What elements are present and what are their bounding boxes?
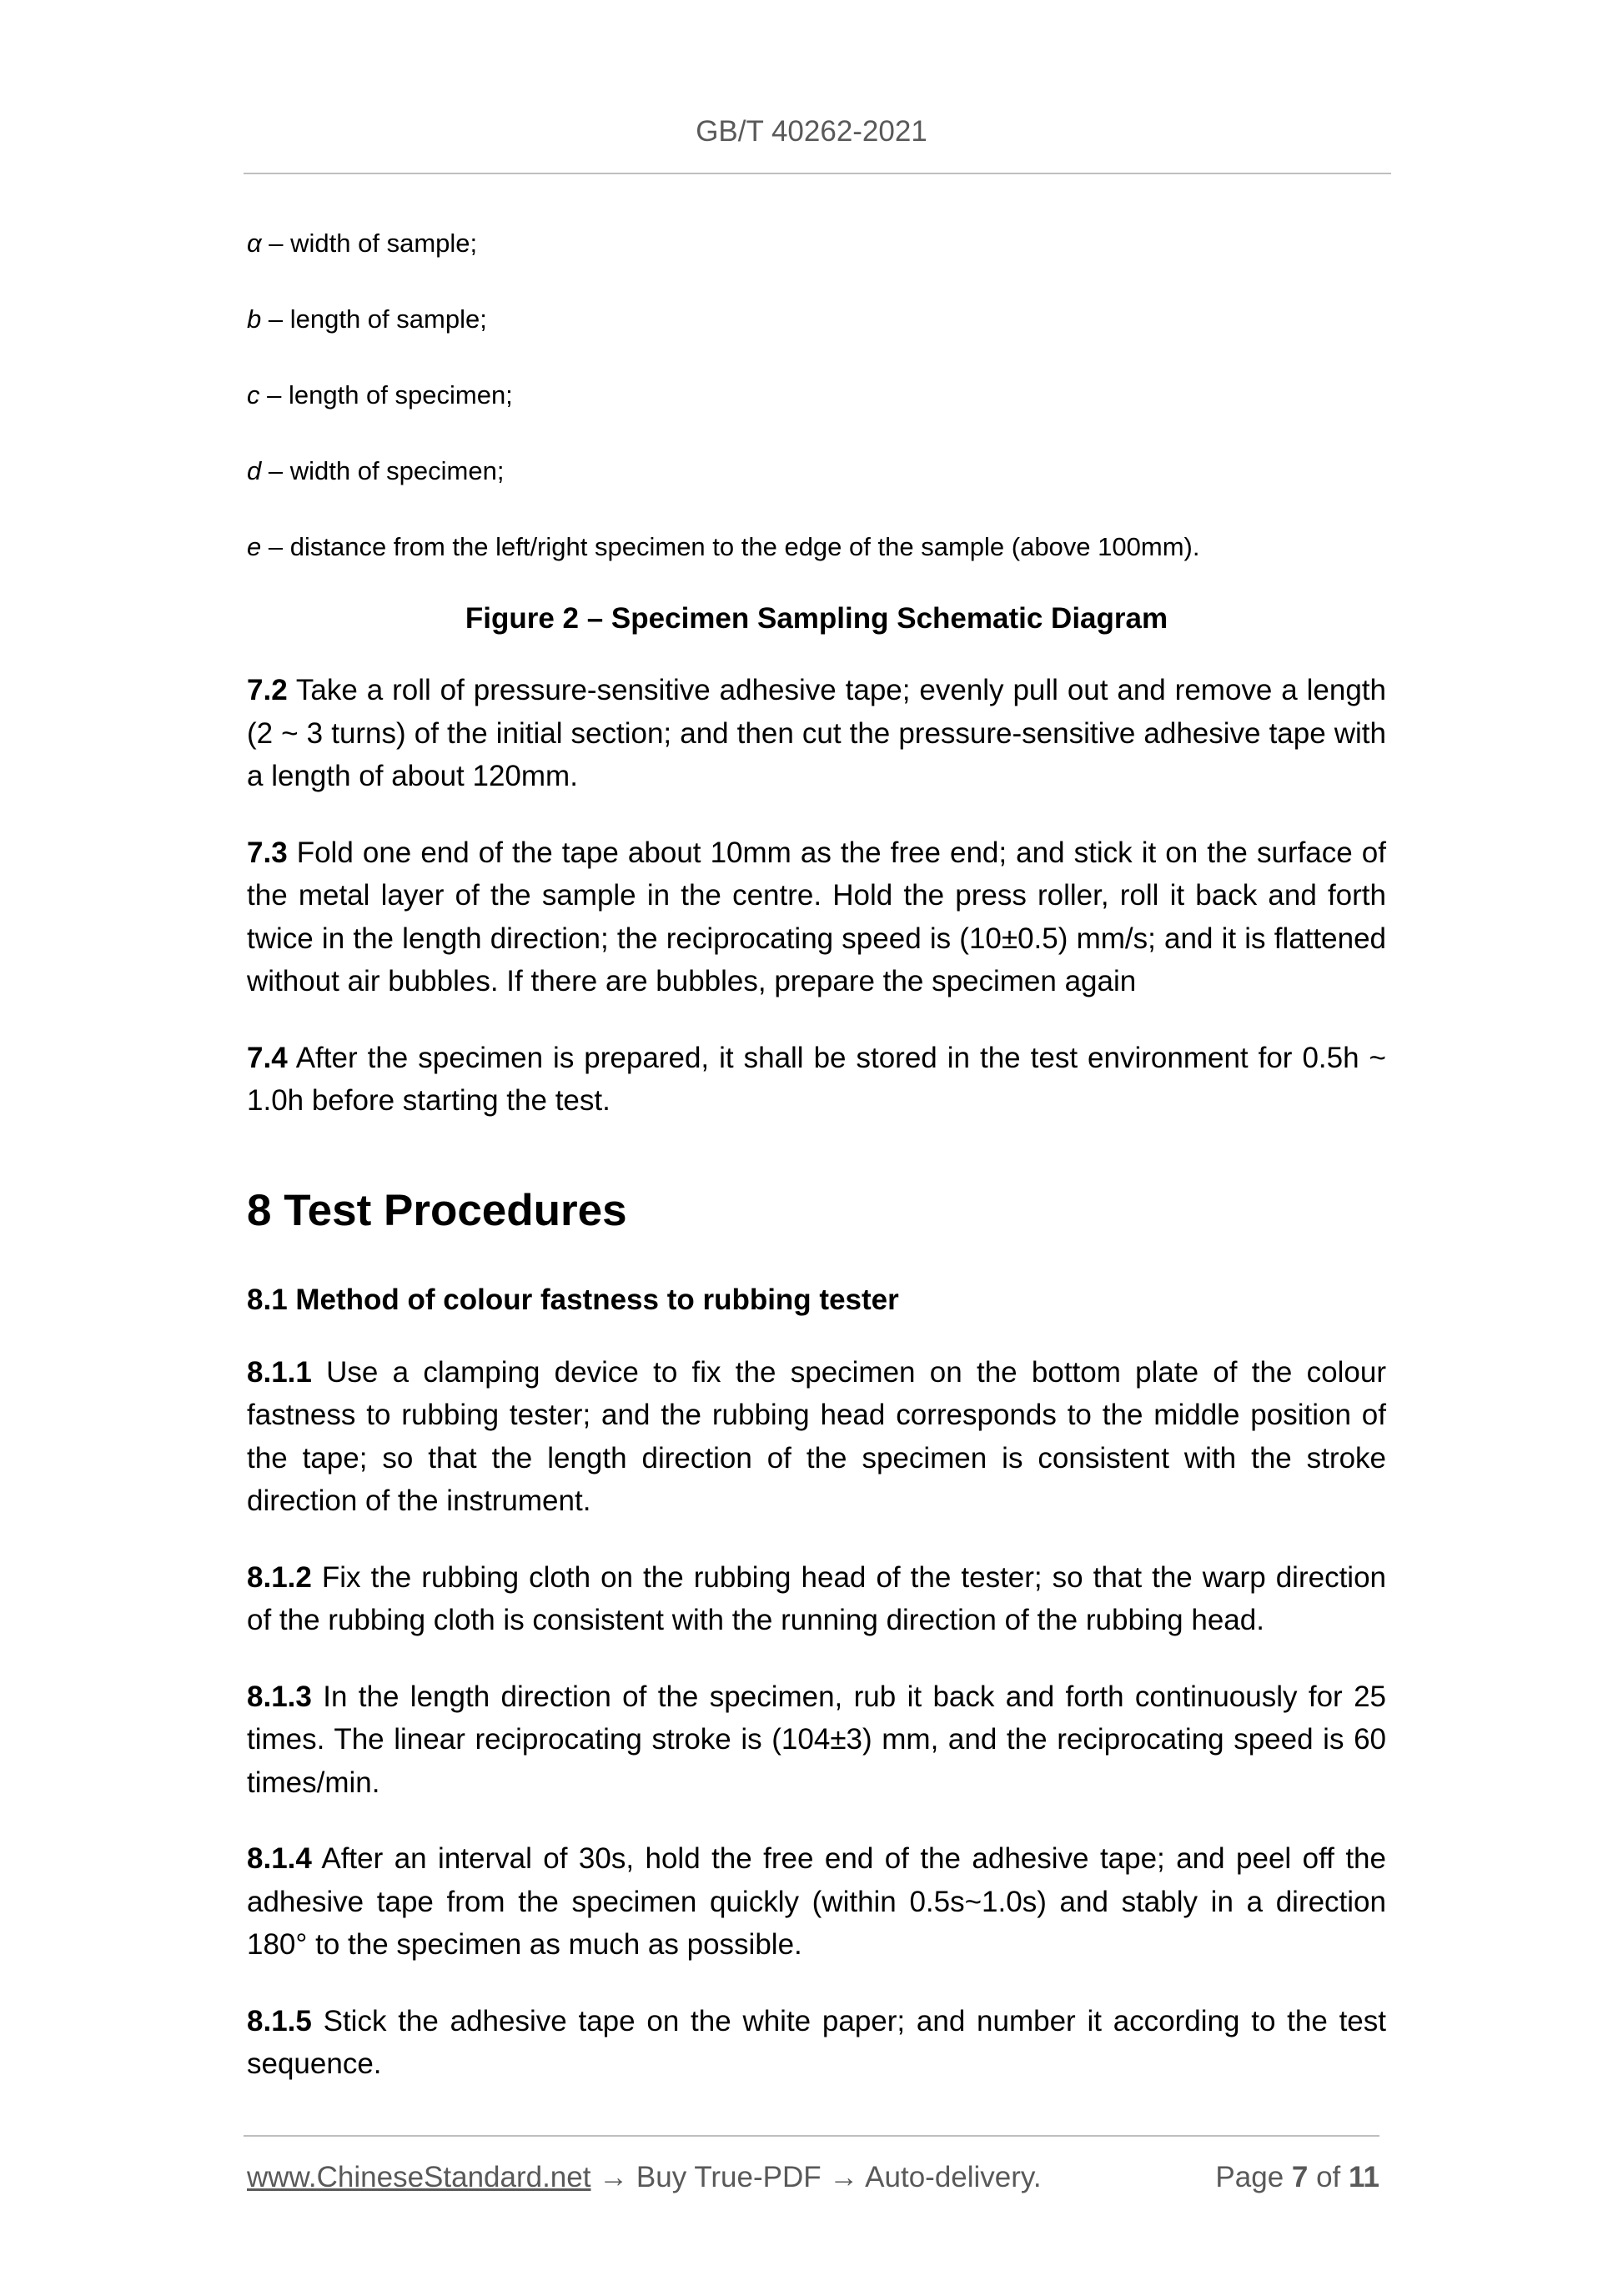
clause-number: 7.2 <box>247 674 288 706</box>
website-link[interactable]: www.ChineseStandard.net <box>247 2161 591 2193</box>
subsection-heading: 8.1 Method of colour fastness to rubbing tester <box>247 1283 899 1316</box>
clause-text: After the specimen is prepared, it shall be stored in the test environment for 0.5h ~ 1.0h before starting the test. <box>247 1041 1386 1117</box>
legend-text: – length of sample; <box>261 304 487 334</box>
clause-8-1-3 <box>247 1676 1386 1805</box>
legend-symbol: c <box>247 380 260 409</box>
page-total: 11 <box>1349 2161 1379 2193</box>
legend-text: – width of specimen; <box>261 456 505 485</box>
clause-7-3 <box>247 831 1386 1003</box>
page-content <box>247 225 1386 2119</box>
legend-item <box>247 377 1386 414</box>
clause-text: Take a roll of pressure-sensitive adhesive tape; evenly pull out and remove a length (2 ~ 3 turns) of the initial section; and then cut the pressure-sensitive adhesive tape with a length of about 120mm. <box>247 674 1386 792</box>
clause-7-2 <box>247 669 1386 798</box>
clause-7-4 <box>247 1037 1386 1123</box>
legend-item <box>247 529 1386 565</box>
page-header-doc-id: GB/T 40262-2021 <box>696 115 927 148</box>
clause-text: In the length direction of the specimen, rub it back and forth continuously for 25 times. The linear reciprocating stroke is (104±3) mm, and the reciprocating speed is 60 times/min. <box>247 1680 1386 1799</box>
clause-number: 8.1.4 <box>247 1842 312 1875</box>
clause-number: 8.1.5 <box>247 2004 312 2037</box>
clause-text: Fix the rubbing cloth on the rubbing head of the tester; so that the warp direction of the rubbing cloth is consistent with the running direction of the rubbing head. <box>247 1560 1386 1636</box>
clause-number: 8.1.1 <box>247 1355 312 1389</box>
legend-text: – width of sample; <box>261 229 478 258</box>
clause-number: 8.1.2 <box>247 1560 312 1594</box>
promo-text: → Buy True-PDF → Auto-delivery. <box>590 2161 1042 2193</box>
clause-8-1-5 <box>247 2000 1386 2086</box>
clause-text: Use a clamping device to fix the specimen on the bottom plate of the colour fastness to rubbing tester; and the rubbing head corresponds to the middle position of the tape; so that the length direction of the specimen is consistent with the stroke direction of the instrument. <box>247 1355 1386 1517</box>
clause-8-1-2 <box>247 1556 1386 1642</box>
clause-8-1-1 <box>247 1351 1386 1523</box>
section-heading: 8 Test Procedures <box>247 1185 627 1235</box>
legend-text: – distance from the left/right specimen to the edge of the sample (above 100mm). <box>261 532 1200 561</box>
legend-item <box>247 225 1386 262</box>
clause-text: Stick the adhesive tape on the white paper; and number it according to the test sequence. <box>247 2004 1386 2080</box>
clause-text: After an interval of 30s, hold the free end of the adhesive tape; and peel off the adhesive tape from the specimen quickly (within 0.5s~1.0s) and stably in a direction 180° to the specimen as much as possible. <box>247 1842 1386 1961</box>
legend-item <box>247 453 1386 490</box>
figure-caption: Figure 2 – Specimen Sampling Schematic Diagram <box>465 602 1168 635</box>
header-divider <box>244 173 1391 174</box>
clause-number: 7.3 <box>247 836 288 869</box>
page-separator: of <box>1308 2161 1349 2193</box>
clause-text: Fold one end of the tape about 10mm as the free end; and stick it on the surface of the metal layer of the sample in the centre. Hold the press roller, roll it back and forth twice in the length direction; the reciprocating speed is (10±0.5) mm/s; and it is flattened without air bubbles. If there are bubbles, prepare the specimen again <box>247 836 1386 997</box>
legend-symbol: α <box>247 229 262 258</box>
legend-symbol: b <box>247 304 262 334</box>
clause-8-1-4 <box>247 1837 1386 1967</box>
legend-symbol: e <box>247 532 262 561</box>
page-current: 7 <box>1291 2161 1309 2193</box>
legend-symbol: d <box>247 456 262 485</box>
legend-item <box>247 301 1386 338</box>
clause-number: 7.4 <box>247 1041 288 1074</box>
footer-divider <box>244 2135 1379 2137</box>
page-label: Page <box>1215 2161 1292 2193</box>
clause-number: 8.1.3 <box>247 1680 312 1713</box>
legend-text: – length of specimen; <box>259 380 513 409</box>
page-indicator <box>1215 2158 1379 2197</box>
page-footer <box>247 2158 1379 2197</box>
